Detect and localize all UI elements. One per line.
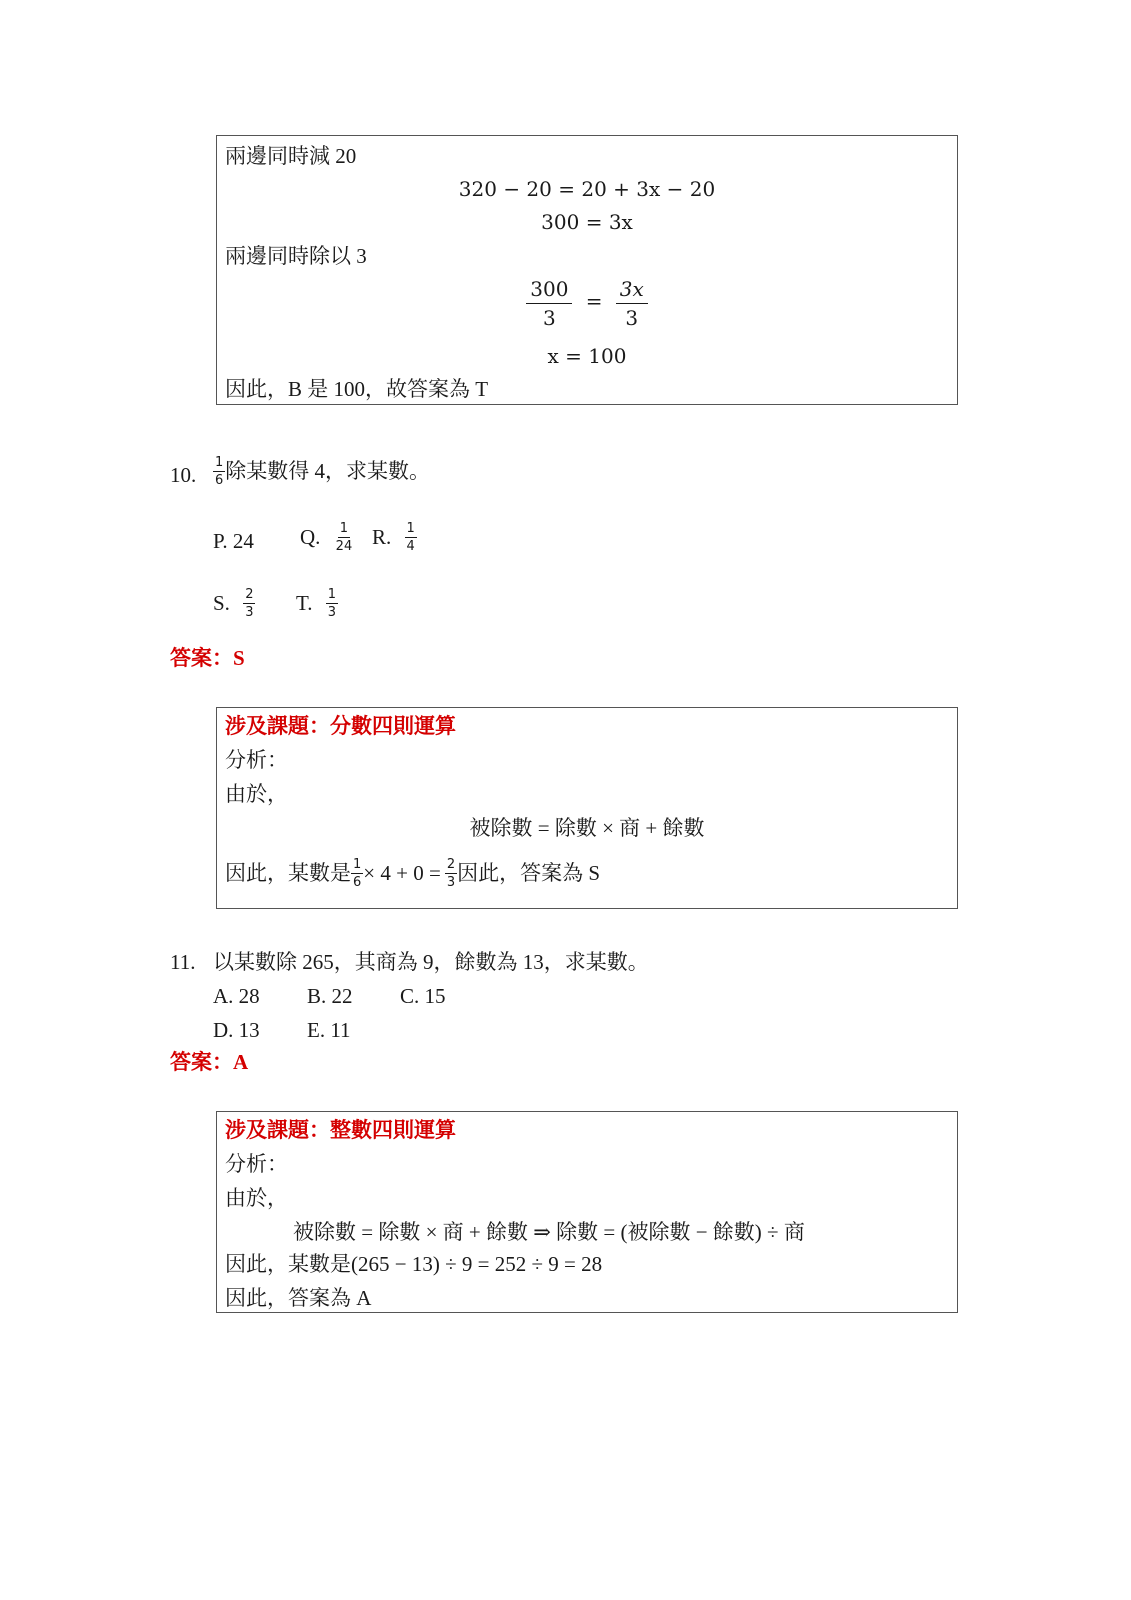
answer-label: 答案：S (170, 646, 245, 670)
since-label: 由於， (225, 782, 288, 806)
analysis-label: 分析： (225, 748, 288, 772)
equation: x = 100 (547, 344, 627, 368)
question-number: 10. (170, 463, 197, 487)
equation: 300 = 3x (541, 210, 633, 234)
formula: 被除數 = 除數 × 商 + 餘數 ⇒ 除數 = (被除數 − 餘數) ÷ 商 (293, 1220, 805, 1244)
question-text: 以某數除 265，其商為 9，餘數為 13，求某數。 (213, 950, 649, 974)
fraction-equation: $\frac{300}{3}$ = $\frac{3x}{3}$ (217, 279, 957, 328)
equation: 320 − 20 = 20 + 3x − 20 (458, 177, 716, 201)
step-text: 兩邊同時除以 3 (225, 244, 367, 268)
option-a: A. 28 (213, 984, 260, 1008)
calculation: 因此，某數是(265 − 13) ÷ 9 = 252 ÷ 9 = 28 (225, 1252, 603, 1276)
formula: 被除數 = 除數 × 商 + 餘數 (469, 816, 705, 840)
option-d: D. 13 (213, 1018, 260, 1042)
solution-box-q10 (216, 707, 958, 909)
analysis-label: 分析： (225, 1152, 288, 1176)
option-e: E. 11 (307, 1018, 351, 1042)
question-number: 11. (170, 950, 196, 974)
conclusion-text: 因此，某數是 $\frac{1}{6}$ × 4 + 0 = $\frac{2}{3}$ 因此，答案為 S (225, 857, 601, 890)
option-c: C. 15 (400, 984, 446, 1008)
topic-heading: 涉及課題：分數四則運算 (225, 714, 456, 738)
option-q: Q. $\frac{1}{24}$ (300, 521, 353, 554)
option-s: S. $\frac{2}{3}$ (213, 587, 254, 620)
solution-box-q11 (216, 1111, 958, 1313)
solution-box-q9 (216, 135, 958, 405)
option-t: T. $\frac{1}{3}$ (296, 587, 337, 620)
option-b: B. 22 (307, 984, 353, 1008)
since-label: 由於， (225, 1186, 288, 1210)
topic-heading: 涉及課題：整數四則運算 (225, 1118, 456, 1142)
conclusion-text: 因此，答案為 A (225, 1286, 372, 1310)
answer-label: 答案：A (170, 1050, 249, 1074)
step-text: 兩邊同時減 20 (225, 144, 357, 168)
option-p: P. 24 (213, 529, 254, 553)
question-text: $\frac{1}{6}$ 除某數得 4，求某數。 (215, 455, 431, 488)
conclusion-text: 因此，B 是 100，故答案為 T (225, 377, 489, 401)
option-r: R. $\frac{1}{4}$ (372, 521, 415, 554)
